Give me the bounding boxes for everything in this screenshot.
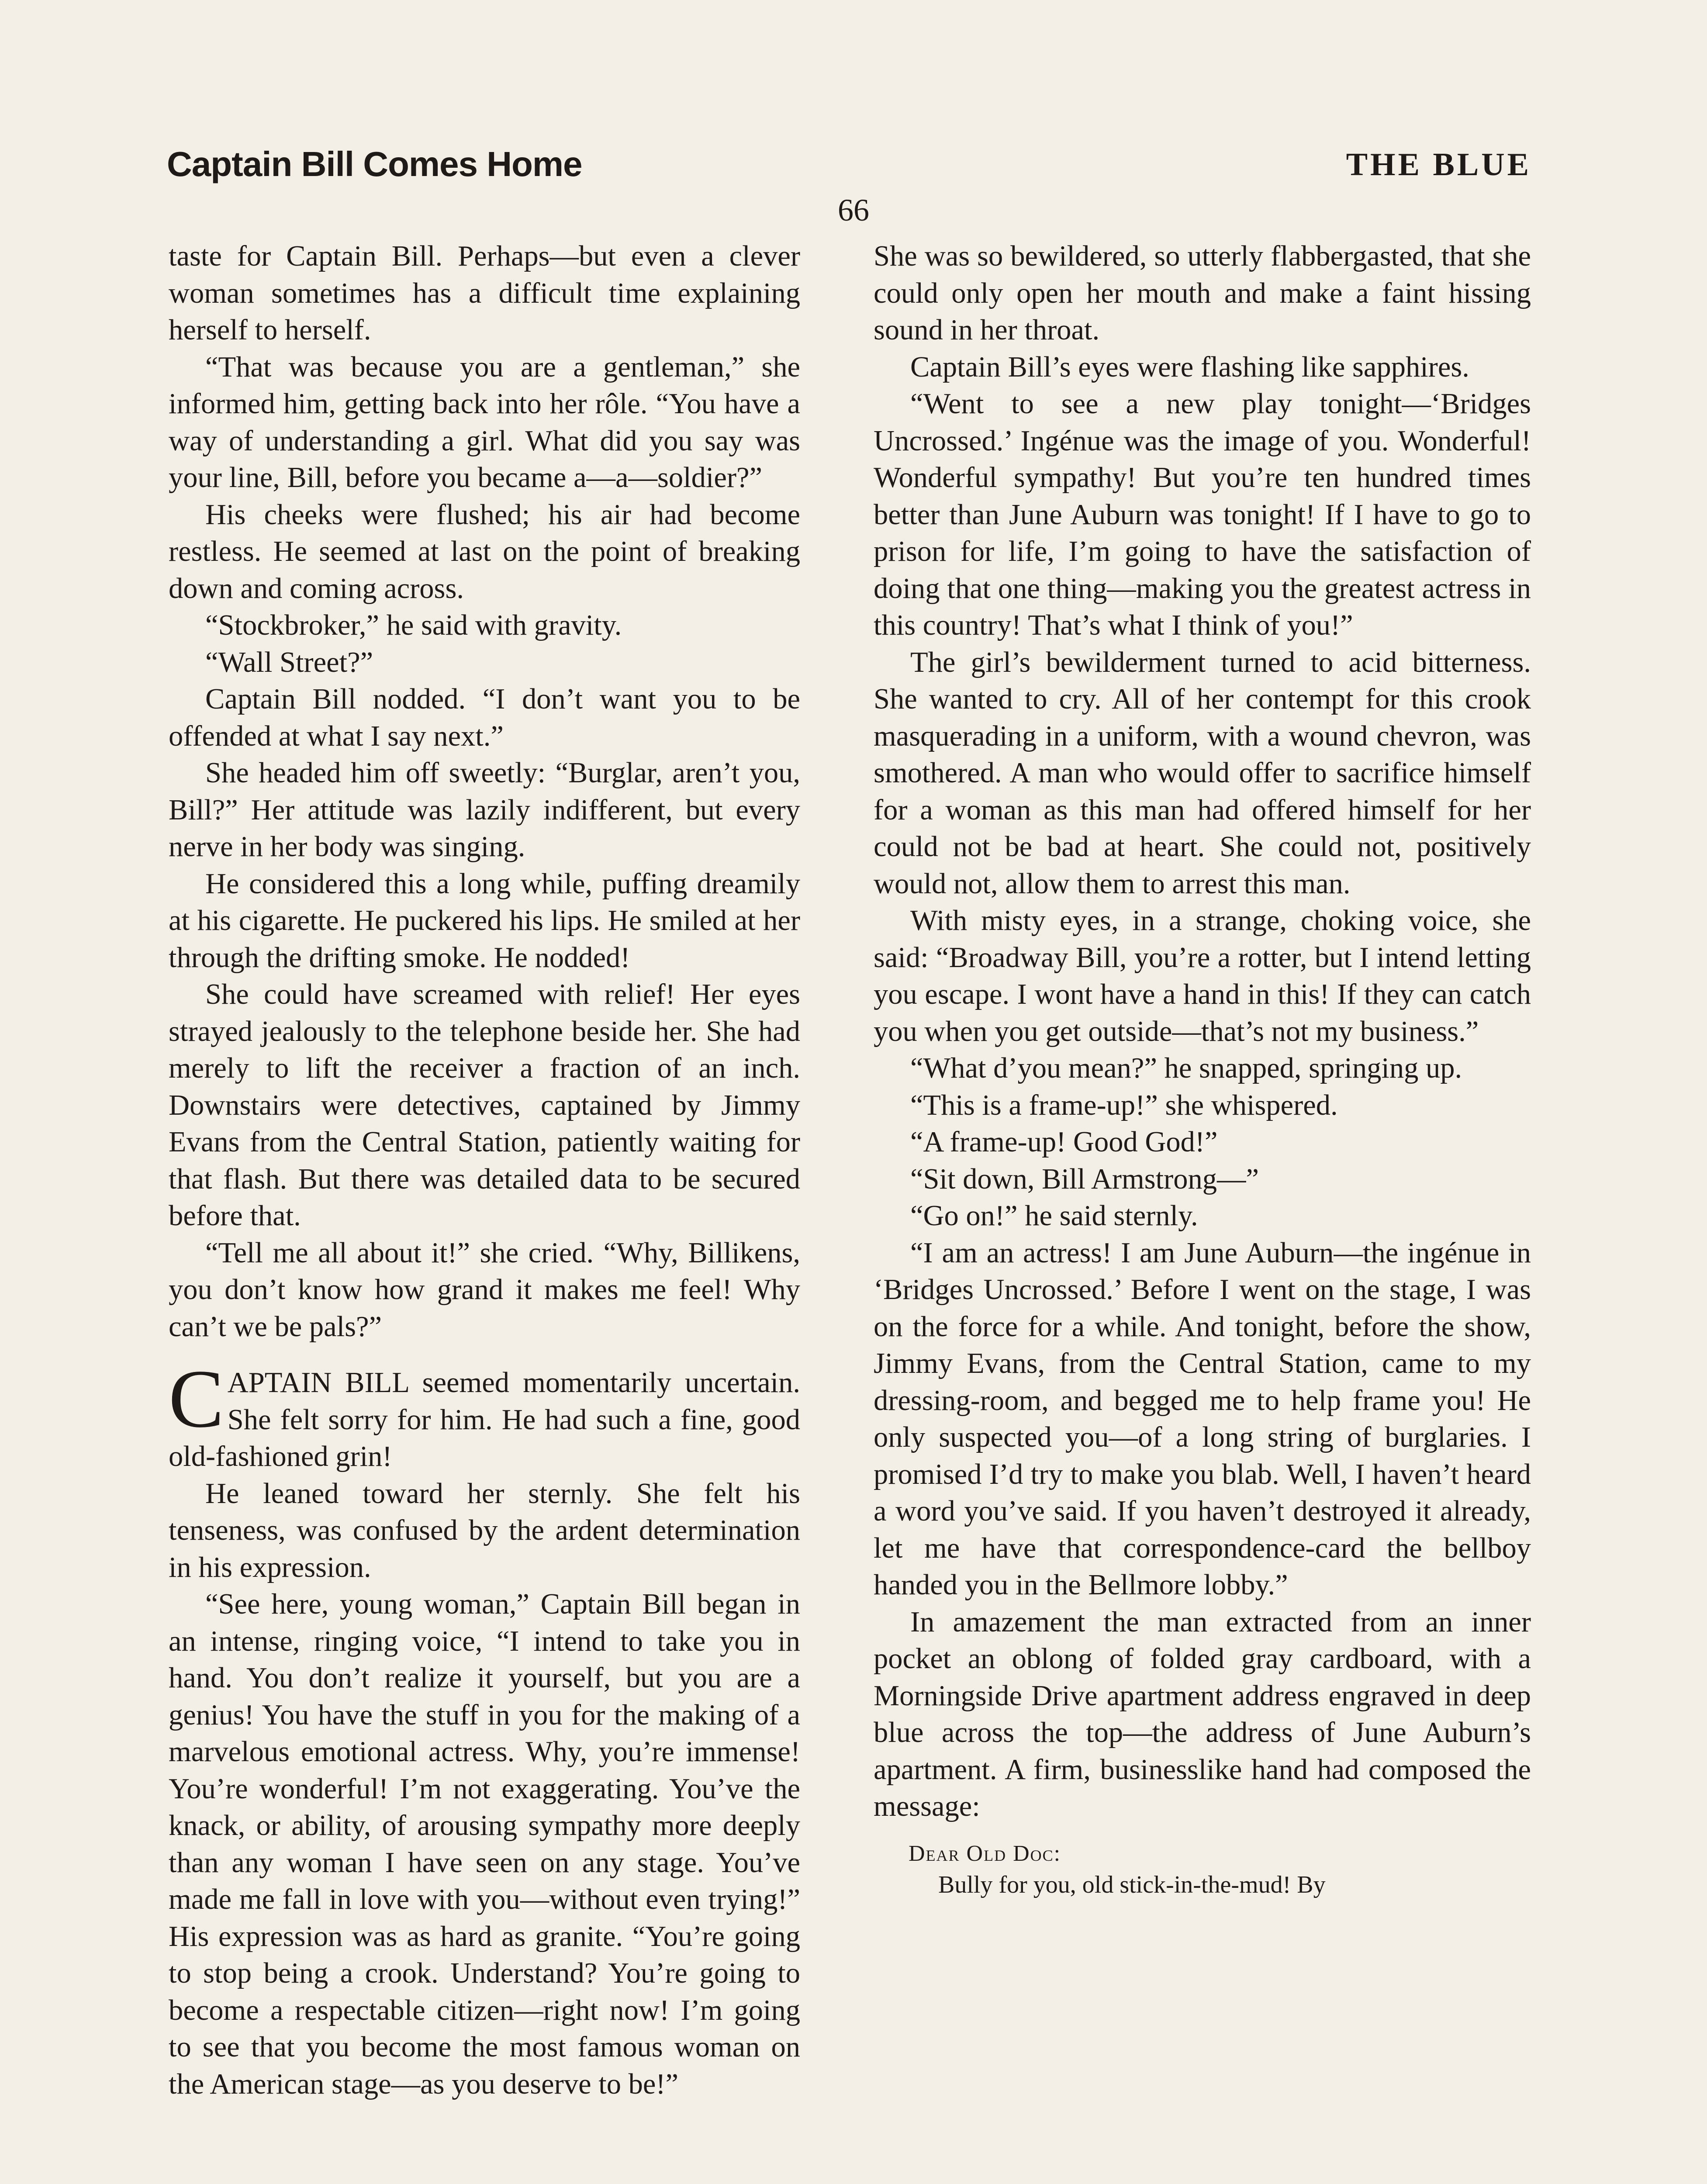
magazine-title: THE BLUE [1346,147,1531,183]
paragraph: “Sit down, Bill Armstrong—” [910,1163,1259,1195]
paragraph: “A frame-up! Good God!” [910,1126,1218,1158]
paragraph: “What d’you mean?” he snapped, springing up. [910,1052,1462,1084]
paragraph: “Wall Street?” [205,646,373,678]
paragraph: “Stockbroker,” he said with gravity. [205,609,622,641]
paragraph: “I am an actress! I am June Auburn—the ingénue in ‘Bridges Uncrossed.’ Before I went on the stage, I was on the force for a while. And tonight, before the show, Jimmy Evans, from the Central Station, came to my dressing-room, and begged me to help frame you! He only suspected you—of a long string of burglaries. I promised I’d try to make you blab. Well, I haven’t heard a word you’ve said. If you haven’t destroyed it already, let me have that correspondence-card the bellboy handed you in the Bellmore lobby.” [874,1237,1531,1601]
page-number: 66 [838,193,869,228]
paragraph: He leaned toward her sternly. She felt his tenseness, was confused by the ardent determination in his expression. [169,1477,800,1583]
paragraph: She headed him off sweetly: “Burglar, aren’t you, Bill?” Her attitude was lazily indifferent, but every nerve in her body was singing. [169,757,800,863]
paragraph: taste for Captain Bill. Perhaps—but even a clever woman sometimes has a difficult time explaining herself to herself. [169,240,800,346]
letter-body: Bully for you, old stick-in-the-mud! By [938,1871,1326,1898]
left-column [169,238,800,2103]
paragraph: “This is a frame-up!” she whispered. [910,1089,1338,1121]
paragraph: “Went to see a new play tonight—‘Bridges Uncrossed.’ Ingénue was the image of you. Wonderful! Wonderful sympathy! But you’re ten hundred times better than June Auburn was tonight! If I have to go to prison for life, I’m going to have the satisfaction of doing that one thing—making you the greatest actress in this country! That’s what I think of you!” [874,388,1531,641]
paragraph: “Go on!” he said sternly. [910,1200,1198,1232]
paragraph: “Tell me all about it!” she cried. “Why, Billikens, you don’t know how grand it makes me feel! Why can’t we be pals?” [169,1237,800,1343]
drop-cap: C [169,1353,224,1445]
story-title: Captain Bill Comes Home [167,145,582,183]
paragraph: With misty eyes, in a strange, choking voice, she said: “Broadway Bill, you’re a rotter, but I intend letting you escape. I wont have a hand in this! If they can catch you when you get outside—that’s not my business.” [874,905,1531,1047]
letter-salutation: Dear Old Doc: [909,1841,1061,1866]
drop-cap-paragraph [169,1353,800,1476]
paragraph: “That was because you are a gentleman,” she informed him, getting back into her rôle. “You have a way of understanding a girl. What did you say was your line, Bill, before you became a—a—soldier?” [169,351,800,494]
paragraph: She was so bewildered, so utterly flabbergasted, that she could only open her mouth and make a faint hissing sound in her throat. [874,240,1531,346]
paragraph: The girl’s bewilderment turned to acid bitterness. She wanted to cry. All of her contempt for this crook masquerading in a uniform, with a wound chevron, was smothered. A man who would offer to sacrifice himself for a woman as this man had offered himself for her could not be bad at heart. She could not, positively would not, allow them to arrest this man. [874,646,1531,900]
paragraph: Captain Bill nodded. “I don’t want you to be offended at what I say next.” [169,683,800,752]
paragraph: Captain Bill’s eyes were flashing like sapphires. [910,351,1469,383]
right-column [874,238,1531,1901]
drop-cap-text: APTAIN BILL seemed momentarily uncertain. She felt sorry for him. He had such a fine, good old-fashioned grin! [169,1367,800,1472]
paragraph: “See here, young woman,” Captain Bill began in an intense, ringing voice, “I intend to take you in hand. You don’t realize it yourself, but you are a genius! You have the stuff in you for the making of a marvelous emotional actress. Why, you’re immense! You’re wonderful! I’m not exaggerating. You’ve the knack, or ability, of arousing sympathy more deeply than any woman I have seen on any stage. You’ve made me fall in love with you—without even trying!” His expression was as hard as granite. “You’re going to stop being a crook. Understand? You’re going to become a respectable citizen—right now! I’m going to see that you become the most famous woman on the American stage—as you deserve to be!” [169,1588,800,2100]
paragraph: He considered this a long while, puffing dreamily at his cigarette. He puckered his lips. He smiled at her through the drifting smoke. He nodded! [169,867,800,974]
paragraph: In amazement the man extracted from an inner pocket an oblong of folded gray cardboard, with a Morningside Drive apartment address engraved in deep blue across the top—the address of June Auburn’s apartment. A firm, businesslike hand had composed the message: [874,1606,1531,1822]
paragraph: She could have screamed with relief! Her eyes strayed jealously to the telephone beside her. She had merely to lift the receiver a fraction of an inch. Downstairs were detectives, captained by Jimmy Evans from the Central Station, patiently waiting for that flash. But there was detailed data to be secured before that. [169,978,800,1232]
paragraph: His cheeks were flushed; his air had become restless. He seemed at last on the point of breaking down and coming across. [169,498,800,605]
